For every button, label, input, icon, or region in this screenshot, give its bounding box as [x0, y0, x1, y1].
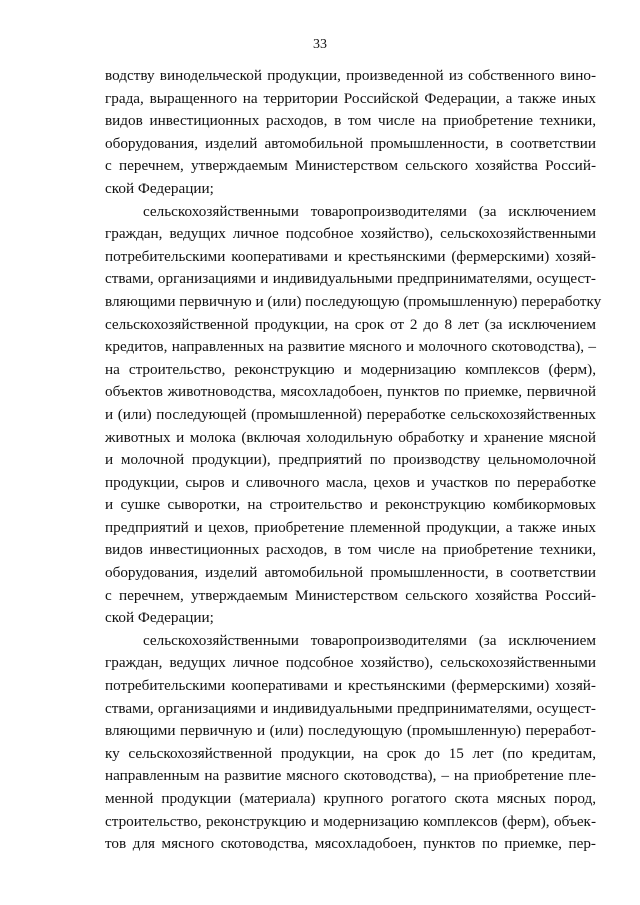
text-line: с перечнем, утверждаемым Министерством сельского хозяйства Россий- — [105, 157, 596, 175]
text-line: с перечнем, утверждаемым Министерством сельского хозяйства Россий- — [105, 586, 596, 604]
text-line: сельскохозяйственными товаропроизводителями (за исключением — [143, 202, 596, 220]
text-line: граждан, ведущих личное подсобное хозяйство), сельскохозяйственными — [105, 654, 596, 672]
text-line: продукции, сыров и сливочного масла, цехов и участков по переработке — [105, 473, 596, 491]
text-line: ской Федерации; — [105, 179, 214, 197]
paragraph-2 — [105, 201, 602, 630]
text-line: вляющими первичную и (или) последующую (промышленную) переработку — [105, 292, 602, 310]
text-line: сельскохозяйственной продукции, на срок от 2 до 8 лет (за исключением — [105, 315, 596, 333]
text-line: водству винодельческой продукции, произведенной из собственного вино- — [105, 67, 596, 84]
document-body — [105, 65, 602, 856]
text-line: и сушке сыворотки, на строительство и реконструкцию комбикормовых — [105, 496, 596, 514]
text-line: объектов животноводства, мясохладобоен, пунктов по приемке, первичной — [105, 383, 596, 401]
text-line: видов инвестиционных расходов, в том числе на приобретение техники, — [105, 541, 596, 559]
text-line: животных и молока (включая холодильную обработку и хранение мясной — [105, 428, 596, 446]
text-line: и (или) последующей (промышленной) переработке сельскохозяйственных — [105, 405, 596, 423]
text-line: направленным на развитие мясного скотоводства), – на приобретение пле- — [105, 767, 596, 785]
text-line: ствами, организациями и индивидуальными предпринимателями, осущест- — [105, 699, 596, 717]
text-line: менной продукции (материала) крупного рогатого скота мясных пород, — [105, 790, 596, 807]
text-line: кредитов, направленных на развитие мясного и молочного скотоводства), – — [105, 338, 596, 356]
text-line: ку сельскохозяйственной продукции, на срок до 15 лет (по кредитам, — [105, 744, 596, 762]
text-line: ствами, организациями и индивидуальными предпринимателями, осущест- — [105, 270, 596, 288]
text-line: предприятий и цехов, приобретение племенной продукции, а также иных — [105, 518, 596, 536]
page-number: 33 — [313, 37, 327, 52]
text-line: на строительство, реконструкцию и модернизацию комплексов (ферм), — [105, 360, 596, 378]
text-line: вляющими первичную и (или) последующую (промышленную) переработ- — [105, 722, 596, 740]
text-line: тов для мясного скотоводства, мясохладобоен, пунктов по приемке, пер- — [105, 835, 596, 853]
text-line: потребительскими кооперативами и крестьянскими (фермерскими) хозяй- — [105, 677, 596, 695]
text-line: строительство, реконструкцию и модернизацию комплексов (ферм), объек- — [105, 812, 596, 830]
text-line: потребительскими кооперативами и крестьянскими (фермерскими) хозяй- — [105, 247, 596, 265]
paragraph-3 — [105, 630, 596, 856]
text-line: и молочной продукции), предприятий по производству цельномолочной — [105, 451, 596, 469]
text-line: оборудования, изделий автомобильной промышленности, в соответствии — [105, 134, 596, 152]
text-line: ской Федерации; — [105, 609, 214, 627]
text-line: сельскохозяйственными товаропроизводителями (за исключением — [143, 631, 596, 649]
text-line: оборудования, изделий автомобильной промышленности, в соответствии — [105, 564, 596, 582]
text-line: граждан, ведущих личное подсобное хозяйство), сельскохозяйственными — [105, 225, 596, 243]
text-line: града, выращенного на территории Российской Федерации, а также иных — [105, 89, 596, 107]
paragraph-1 — [105, 65, 596, 201]
text-line: видов инвестиционных расходов, в том числе на приобретение техники, — [105, 112, 596, 130]
